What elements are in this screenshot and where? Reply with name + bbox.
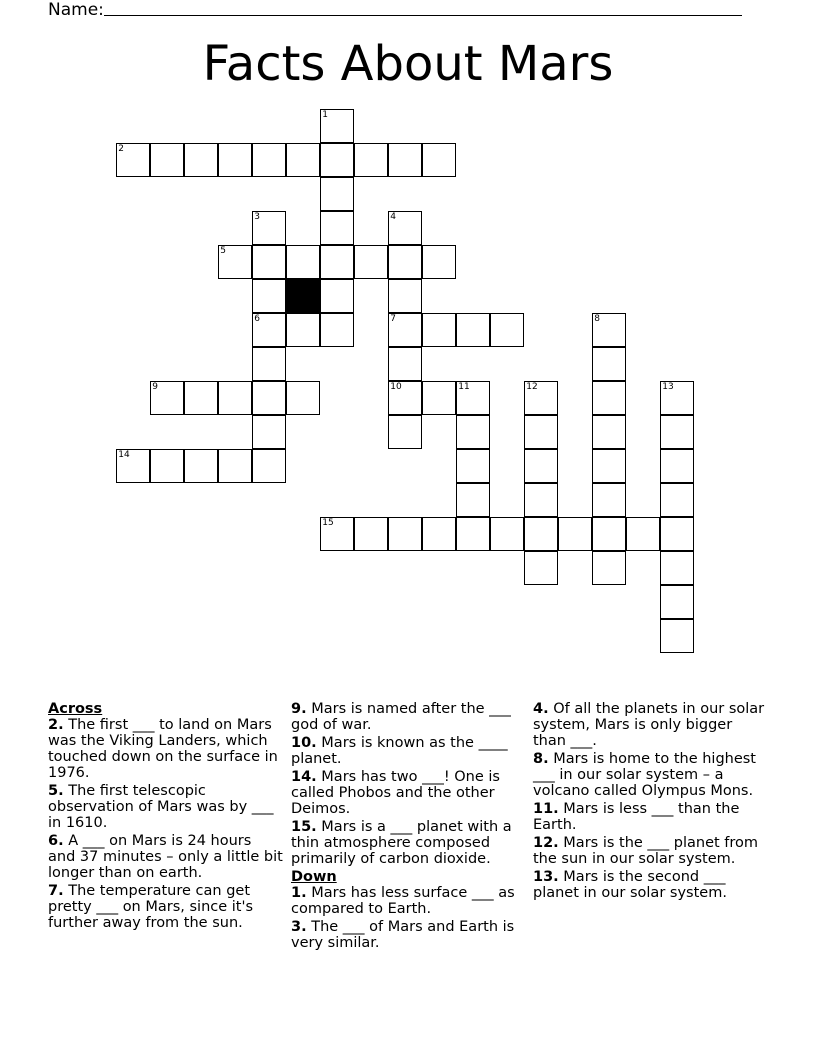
grid-cell[interactable] bbox=[116, 449, 150, 483]
clue-across-6: 6. A ___ on Mars is 24 hours and 37 minutes – only a little bit longer than on earth. bbox=[48, 833, 283, 881]
clue-down-12: 12. Mars is the ___ planet from the sun in our solar system. bbox=[533, 835, 759, 867]
grid-cell[interactable] bbox=[660, 619, 694, 653]
clue-number: 6 bbox=[254, 314, 260, 325]
grid-cell[interactable] bbox=[456, 381, 490, 415]
clue-number: 2 bbox=[118, 144, 124, 155]
grid-cell[interactable] bbox=[422, 143, 456, 177]
grid-cell[interactable] bbox=[388, 381, 422, 415]
grid-cell[interactable] bbox=[660, 551, 694, 585]
clue-number: 3 bbox=[254, 212, 260, 223]
grid-cell[interactable] bbox=[320, 143, 354, 177]
grid-cell[interactable] bbox=[252, 313, 286, 347]
grid-cell[interactable] bbox=[218, 143, 252, 177]
grid-cell[interactable] bbox=[592, 517, 626, 551]
black-square bbox=[286, 279, 320, 313]
grid-cell[interactable] bbox=[592, 483, 626, 517]
grid-cell[interactable] bbox=[456, 517, 490, 551]
grid-cell[interactable] bbox=[252, 381, 286, 415]
grid-cell[interactable] bbox=[320, 279, 354, 313]
clue-across-9: 9. Mars is named after the ___ god of war. bbox=[291, 701, 511, 733]
grid-cell[interactable] bbox=[524, 449, 558, 483]
grid-cell[interactable] bbox=[184, 449, 218, 483]
clue-number: 7 bbox=[390, 314, 396, 325]
grid-cell[interactable] bbox=[660, 381, 694, 415]
grid-cell[interactable] bbox=[286, 143, 320, 177]
grid-cell[interactable] bbox=[388, 245, 422, 279]
clue-number: 1 bbox=[322, 110, 328, 121]
grid-cell[interactable] bbox=[388, 347, 422, 381]
grid-cell[interactable] bbox=[558, 517, 592, 551]
clue-number: 12 bbox=[526, 382, 538, 393]
grid-cell[interactable] bbox=[388, 517, 422, 551]
grid-cell[interactable] bbox=[422, 517, 456, 551]
clue-across-7: 7. The temperature can get pretty ___ on Mars, since it's further away from the sun. bbox=[48, 883, 254, 931]
grid-cell[interactable] bbox=[660, 585, 694, 619]
clue-down-13: 13. Mars is the second ___ planet in our solar system. bbox=[533, 869, 727, 901]
grid-cell[interactable] bbox=[252, 415, 286, 449]
grid-cell[interactable] bbox=[524, 415, 558, 449]
grid-cell[interactable] bbox=[150, 449, 184, 483]
grid-cell[interactable] bbox=[218, 449, 252, 483]
grid-cell[interactable] bbox=[626, 517, 660, 551]
grid-cell[interactable] bbox=[150, 381, 184, 415]
grid-cell[interactable] bbox=[660, 449, 694, 483]
clue-number: 15 bbox=[322, 518, 334, 529]
clue-number: 9 bbox=[152, 382, 158, 393]
grid-cell[interactable] bbox=[422, 313, 456, 347]
across-heading: Across bbox=[48, 701, 103, 717]
grid-cell[interactable] bbox=[592, 381, 626, 415]
grid-cell[interactable] bbox=[218, 245, 252, 279]
grid-cell[interactable] bbox=[456, 415, 490, 449]
clue-across-10: 10. Mars is known as the ____ planet. bbox=[291, 735, 508, 767]
clue-down-11: 11. Mars is less ___ than the Earth. bbox=[533, 801, 740, 833]
grid-cell[interactable] bbox=[286, 245, 320, 279]
grid-cell[interactable] bbox=[252, 143, 286, 177]
grid-cell[interactable] bbox=[252, 449, 286, 483]
clue-down-1: 1. Mars has less surface ___ as compared to Earth. bbox=[291, 885, 515, 917]
grid-cell[interactable] bbox=[456, 313, 490, 347]
grid-cell[interactable] bbox=[252, 245, 286, 279]
grid-cell[interactable] bbox=[456, 449, 490, 483]
grid-cell[interactable] bbox=[592, 415, 626, 449]
clues-column-3 bbox=[533, 701, 768, 903]
grid-cell[interactable] bbox=[218, 381, 252, 415]
grid-cell[interactable] bbox=[524, 551, 558, 585]
grid-cell[interactable] bbox=[388, 415, 422, 449]
clue-number: 4 bbox=[390, 212, 396, 223]
grid-cell[interactable] bbox=[660, 517, 694, 551]
clue-down-8: 8. Mars is home to the highest ___ in our solar system – a volcano called Olympus Mons. bbox=[533, 751, 756, 799]
grid-cell[interactable] bbox=[320, 177, 354, 211]
page-title: Facts About Mars bbox=[202, 36, 614, 92]
grid-cell[interactable] bbox=[524, 517, 558, 551]
grid-cell[interactable] bbox=[354, 245, 388, 279]
grid-cell[interactable] bbox=[524, 483, 558, 517]
grid-cell[interactable] bbox=[592, 551, 626, 585]
grid-cell[interactable] bbox=[252, 279, 286, 313]
name-label: Name: bbox=[48, 0, 104, 20]
clue-across-5: 5. The first telescopic observation of Mars was by ___ in 1610. bbox=[48, 783, 274, 831]
grid-cell[interactable] bbox=[592, 313, 626, 347]
clue-across-15: 15. Mars is a ___ planet with a thin atmosphere composed primarily of carbon dioxide. bbox=[291, 819, 512, 867]
grid-cell[interactable] bbox=[660, 415, 694, 449]
grid-cell[interactable] bbox=[388, 211, 422, 245]
clue-number: 11 bbox=[458, 382, 470, 393]
clue-number: 14 bbox=[118, 450, 130, 461]
clues-column-2 bbox=[291, 701, 526, 953]
grid-cell[interactable] bbox=[286, 313, 320, 347]
grid-cell[interactable] bbox=[592, 449, 626, 483]
clue-down-4: 4. Of all the planets in our solar system, Mars is only bigger than ___. bbox=[533, 701, 765, 749]
grid-cell[interactable] bbox=[184, 143, 218, 177]
clue-across-2: 2. The first ___ to land on Mars was the Viking Landers, which touched down on the surface in 1976. bbox=[48, 717, 278, 781]
grid-cell[interactable] bbox=[354, 143, 388, 177]
clue-number: 8 bbox=[594, 314, 600, 325]
grid-cell[interactable] bbox=[660, 483, 694, 517]
grid-cell[interactable] bbox=[490, 313, 524, 347]
grid-cell[interactable] bbox=[354, 517, 388, 551]
grid-cell[interactable] bbox=[592, 347, 626, 381]
grid-cell[interactable] bbox=[524, 381, 558, 415]
grid-cell[interactable] bbox=[388, 313, 422, 347]
grid-cell[interactable] bbox=[320, 517, 354, 551]
clues-column-1 bbox=[48, 701, 283, 933]
grid-cell[interactable] bbox=[184, 381, 218, 415]
grid-cell[interactable] bbox=[320, 245, 354, 279]
grid-cell[interactable] bbox=[320, 109, 354, 143]
clue-across-14: 14. Mars has two ___! One is called Phobos and the other Deimos. bbox=[291, 769, 500, 817]
grid-cell[interactable] bbox=[422, 245, 456, 279]
grid-cell[interactable] bbox=[286, 381, 320, 415]
clue-number: 10 bbox=[390, 382, 402, 393]
grid-cell[interactable] bbox=[252, 347, 286, 381]
clue-number: 13 bbox=[662, 382, 674, 393]
grid-cell[interactable] bbox=[456, 483, 490, 517]
grid-cell[interactable] bbox=[320, 211, 354, 245]
grid-cell[interactable] bbox=[388, 279, 422, 313]
grid-cell[interactable] bbox=[320, 313, 354, 347]
grid-cell[interactable] bbox=[490, 517, 524, 551]
down-heading: Down bbox=[291, 869, 337, 885]
clue-number: 5 bbox=[220, 246, 226, 257]
grid-cell[interactable] bbox=[422, 381, 456, 415]
grid-cell[interactable] bbox=[150, 143, 184, 177]
grid-cell[interactable] bbox=[116, 143, 150, 177]
grid-cell[interactable] bbox=[252, 211, 286, 245]
clue-down-3: 3. The ___ of Mars and Earth is very similar. bbox=[291, 919, 515, 951]
grid-cell[interactable] bbox=[388, 143, 422, 177]
